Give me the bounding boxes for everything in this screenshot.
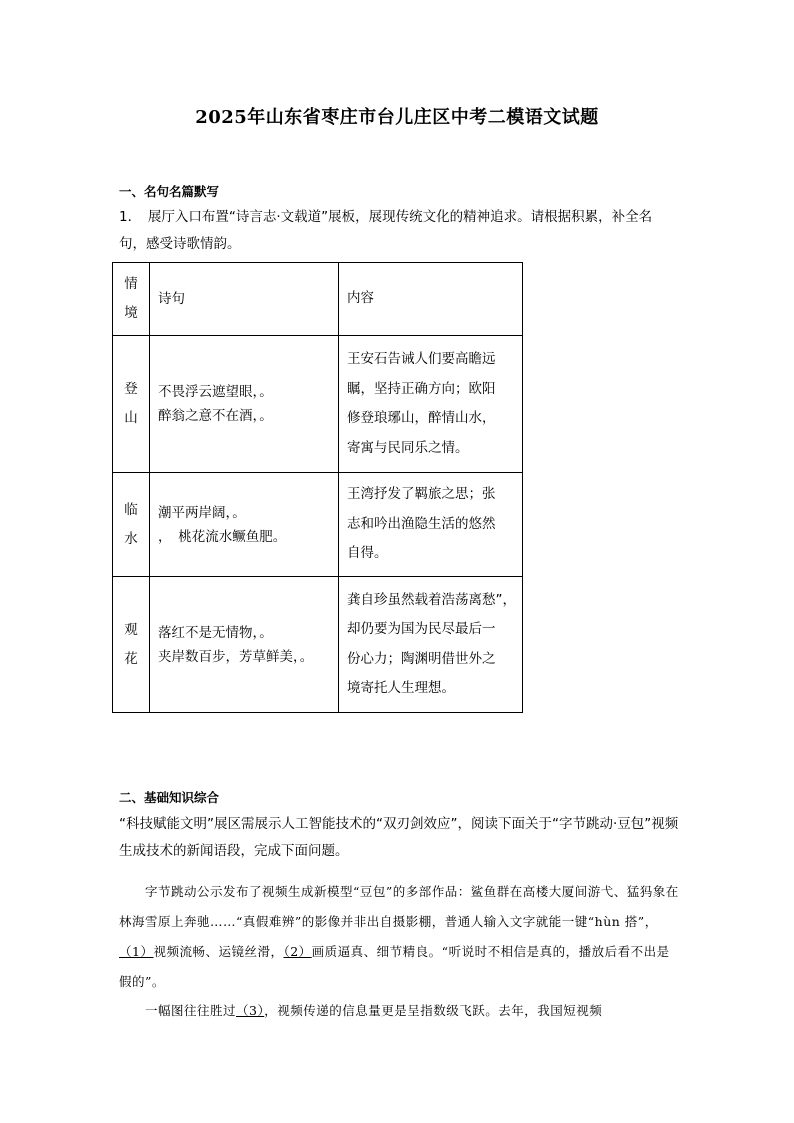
header-verse: 诗句 bbox=[150, 263, 339, 336]
row-verses: 潮平两岸阔，。 ， 桃花流水鳜鱼肥。 bbox=[150, 473, 339, 577]
section-heading-1: 一、名句名篇默写 bbox=[119, 184, 220, 199]
table-row bbox=[113, 336, 523, 473]
row-content: 王安石告诫人们要高瞻远 瞩，坚持正确方向；欧阳 修登琅琊山，醉情山水， 寄寓与民同乐之情。 bbox=[339, 336, 523, 473]
row-scene: 临 水 bbox=[113, 473, 150, 577]
question-1-text: 1． 展厅入口布置“诗言志·文载道”展板，展现传统文化的精神追求。请根据积累，补全名句，感受诗歌情韵。 bbox=[119, 209, 653, 252]
poem-table bbox=[112, 262, 523, 713]
row-content: 龚自珍虽然载着浩荡离愁”， 却仍要为国为民尽最后一 份心力；陶渊明借世外之 境寄托人生理想。 bbox=[339, 577, 523, 713]
header-content: 内容 bbox=[339, 263, 523, 336]
section-2-intro: “科技赋能文明”展区需展示人工智能技术的“双刃剑效应”，阅读下面关于“字节跳动·豆包”视频生成技术的新闻语段，完成下面问题。 bbox=[119, 816, 679, 859]
news-paragraph-2: 一幅图往往胜过（3），视频传递的信息量更是呈指数级飞跃。去年，我国短视频 bbox=[119, 1003, 603, 1018]
row-verses: 落红不是无情物，。 夹岸数百步，芳草鲜美，。 bbox=[150, 577, 339, 713]
table-row bbox=[113, 473, 523, 577]
blank-3: （3） bbox=[236, 1003, 265, 1018]
section-heading-2: 二、基础知识综合 bbox=[119, 790, 220, 805]
page-title: 2025年山东省枣庄市台儿庄区中考二模语文试题 bbox=[195, 107, 599, 128]
header-scene: 情 境 bbox=[113, 263, 150, 336]
news-paragraph-1: 字节跳动公示发布了视频生成新模型“豆包”的多部作品：鲨鱼群在高楼大厦间游弋、猛犸象在林海雪原上奔驰……“真假难辨”的影像并非出自摄影棚，普通人输入文字就能一键“hùn 搭”，（1）视频流畅、运镜丝滑，（2）画质逼真、细节精良。“听说时不相信是真的，播放后看不出是假的”。 bbox=[119, 884, 679, 989]
table-row bbox=[113, 577, 523, 713]
blank-2: （2） bbox=[283, 944, 312, 959]
row-verses: 不畏浮云遮望眼，。 醉翁之意不在酒，。 bbox=[150, 336, 339, 473]
row-content: 王湾抒发了羁旅之思；张 志和吟出渔隐生活的悠然 自得。 bbox=[339, 473, 523, 577]
row-scene: 观 花 bbox=[113, 577, 150, 713]
table-header-row bbox=[113, 263, 523, 336]
row-scene: 登 山 bbox=[113, 336, 150, 473]
blank-1: （1） bbox=[119, 944, 154, 959]
